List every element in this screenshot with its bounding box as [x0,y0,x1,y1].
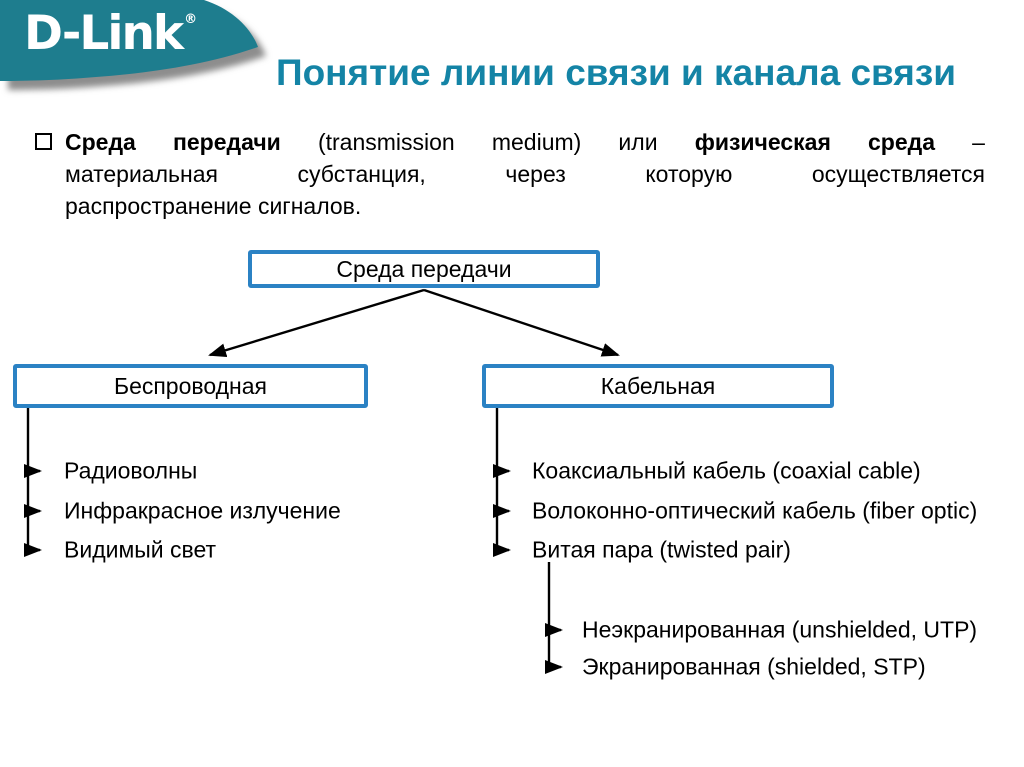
leaf-infrared: Инфракрасное излучение [64,497,341,524]
bullet-line-2: материальная субстанция, через которую осуществляется [65,161,985,187]
bullet-line-1-dash: – [935,129,985,155]
term-physical-medium: физическая среда [694,129,936,155]
bullet-square-icon [35,133,52,150]
node-cable: Кабельная [482,364,834,408]
arrow-root-to-cable [424,290,618,355]
arrow-root-to-wireless [210,290,424,355]
node-transmission-medium: Среда передачи [248,250,600,288]
leaf-visible-light: Видимый свет [64,536,217,563]
leaf-fiber-optic: Волоконно-оптический кабель (fiber optic) [532,497,978,524]
page-title: Понятие линии связи и канала связи [275,52,957,93]
node-wireless: Беспроводная [13,364,368,408]
bullet-line-1-text: (transmission medium) или [280,129,695,155]
bullet-line-1 [65,126,985,158]
term-transmission-medium: Среда передачи [65,129,281,155]
bullet-line-3: распространение сигналов. [65,193,362,219]
leaf-coaxial-cable: Коаксиальный кабель (coaxial cable) [532,457,921,484]
leaf-radio-waves: Радиоволны [64,457,198,484]
bullet-paragraph [33,126,985,222]
dlink-logo-text: D-Link [24,6,183,61]
registered-trademark-icon: ® [184,12,198,27]
dlink-logo [24,6,197,61]
leaf-twisted-pair: Витая пара (twisted pair) [532,536,791,563]
leaf-stp: Экранированная (shielded, STP) [582,653,926,680]
leaf-utp: Неэкранированная (unshielded, UTP) [582,616,978,643]
